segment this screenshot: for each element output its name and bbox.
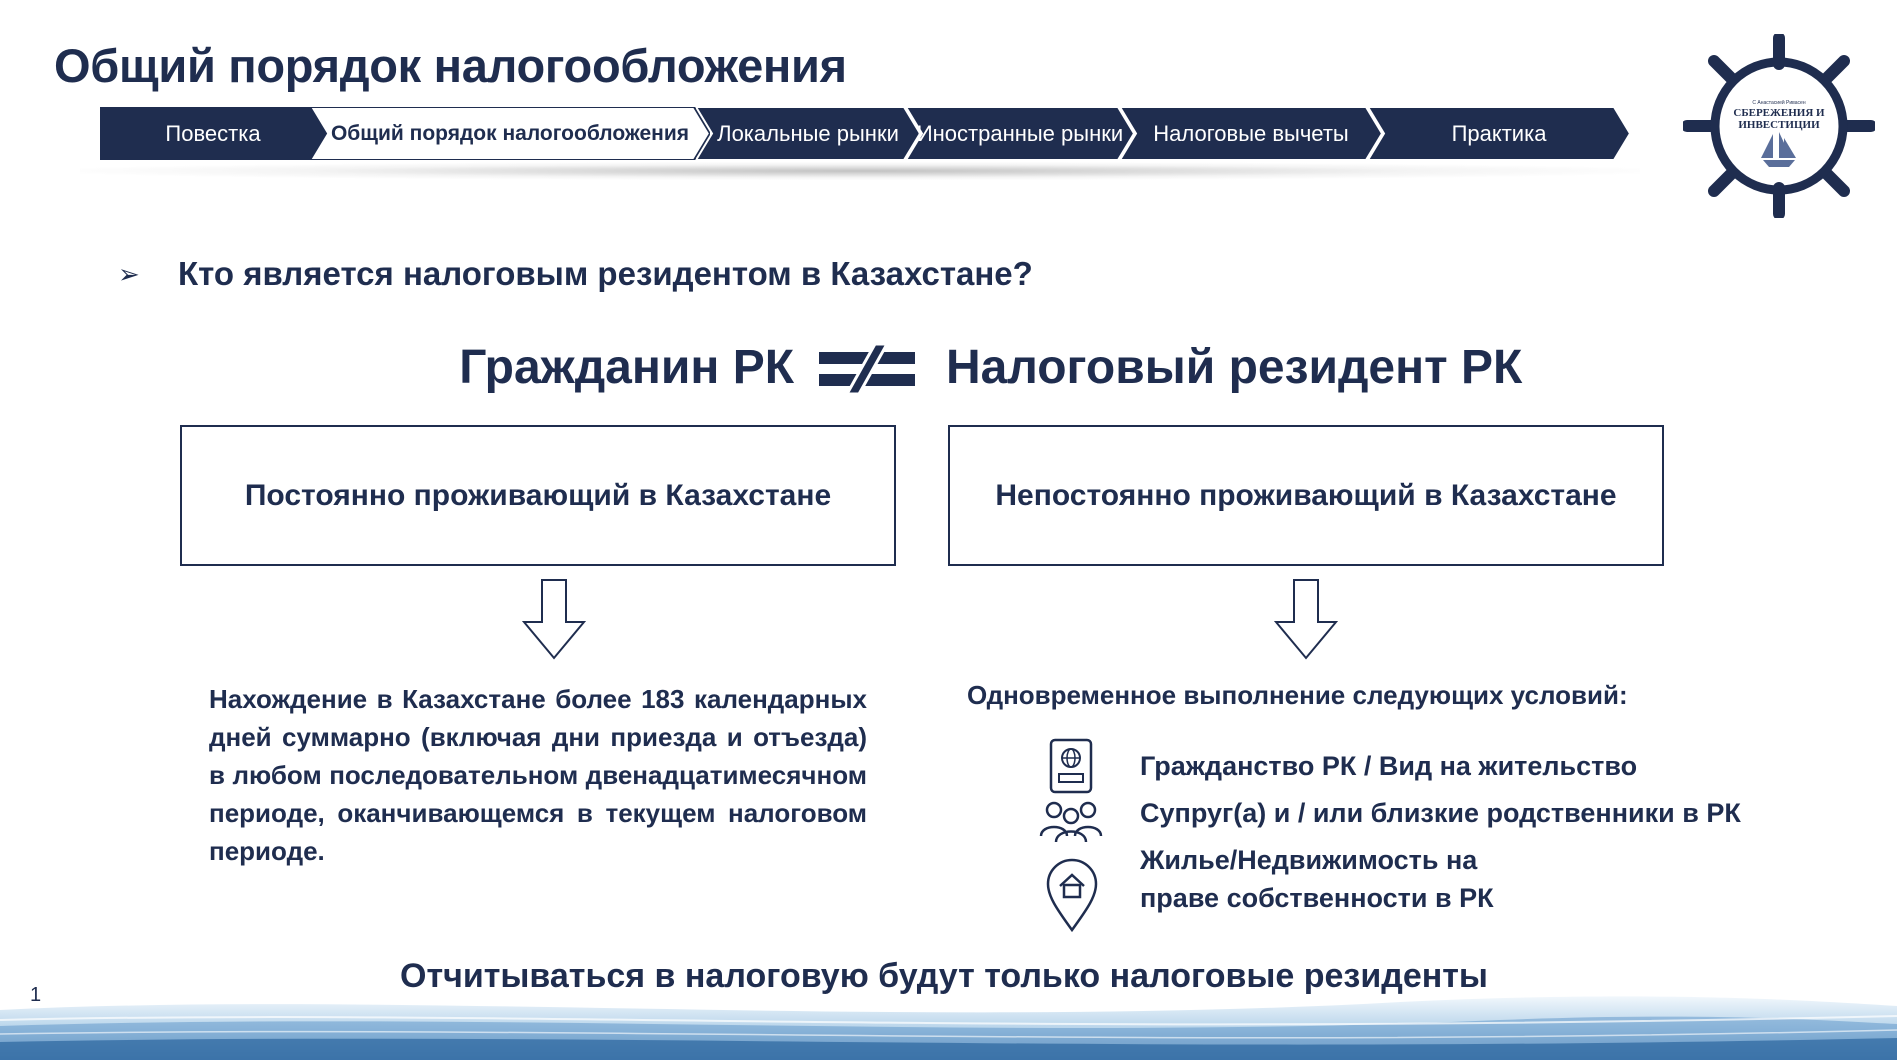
logo-line-1: СБЕРЕЖЕНИЯ И [1733, 107, 1825, 119]
page-title: Общий порядок налогообложения [54, 39, 847, 92]
passport-icon [1049, 738, 1093, 794]
nav-tab-label: Общий порядок налогообложения [330, 121, 690, 145]
nonpermanent-resident-box: Непостоянно проживающий в Казахстане [948, 425, 1664, 566]
nav-tab-tax-deductions[interactable] [1120, 107, 1382, 160]
question-text: Кто является налоговым резидентом в Казахстане? [178, 255, 1033, 292]
nav-tab-local-markets[interactable] [696, 107, 920, 160]
page-number: 1 [30, 984, 42, 1006]
logo-line-2: ИНВЕСТИЦИИ [1738, 119, 1820, 131]
nav-tab-label: Налоговые вычеты [1153, 120, 1349, 146]
nav-tab-label: Практика [1451, 120, 1547, 146]
nav-tab-practice[interactable] [1368, 107, 1630, 160]
home-pin-icon [1046, 858, 1098, 932]
arrow-bullet-icon: ➢ [118, 258, 140, 289]
condition-property: Жилье/Недвижимость на праве собственности в РК [1140, 845, 1494, 913]
logo-small-text: С Анастасией Ривасен [1752, 100, 1806, 106]
nav-tab-foreign-markets[interactable] [906, 107, 1134, 160]
nav-shadow [80, 162, 1640, 180]
nav-tab-label: Локальные рынки [717, 120, 899, 146]
down-arrow-icon [522, 578, 586, 660]
not-equal-icon [817, 344, 917, 394]
question-row [118, 255, 1033, 293]
condition-relatives: Супруг(а) и / или близкие родственники в РК [1140, 798, 1741, 828]
ship-wheel-logo [1683, 34, 1875, 218]
citizen-label: Гражданин РК [459, 341, 794, 394]
nav-tab-label: Повестка [165, 120, 261, 146]
nav-tab-label: Иностранные рынки [916, 120, 1124, 146]
footer-conclusion: Отчитываться в налоговую будут только налоговые резиденты [400, 957, 1488, 995]
condition-citizenship: Гражданство РК / Вид на жительство [1140, 751, 1638, 781]
nav-tab-agenda[interactable] [100, 107, 326, 160]
conditions-title: Одновременное выполнение следующих условий: [967, 680, 1628, 710]
nav-tab-general-taxation[interactable] [310, 107, 710, 160]
tax-resident-label: Налоговый резидент РК [946, 341, 1523, 394]
permanent-resident-description: Нахождение в Казахстане более 183 календарных дней суммарно (включая дни приезда и отъезда) в любом последовательном двенадцатимесячном периоде, оканчивающемся в текущем налоговом периоде. [209, 684, 867, 866]
nav-bar [100, 107, 1630, 160]
down-arrow-icon [1274, 578, 1338, 660]
permanent-resident-box: Постоянно проживающий в Казахстане [180, 425, 896, 566]
people-icon [1038, 800, 1104, 844]
